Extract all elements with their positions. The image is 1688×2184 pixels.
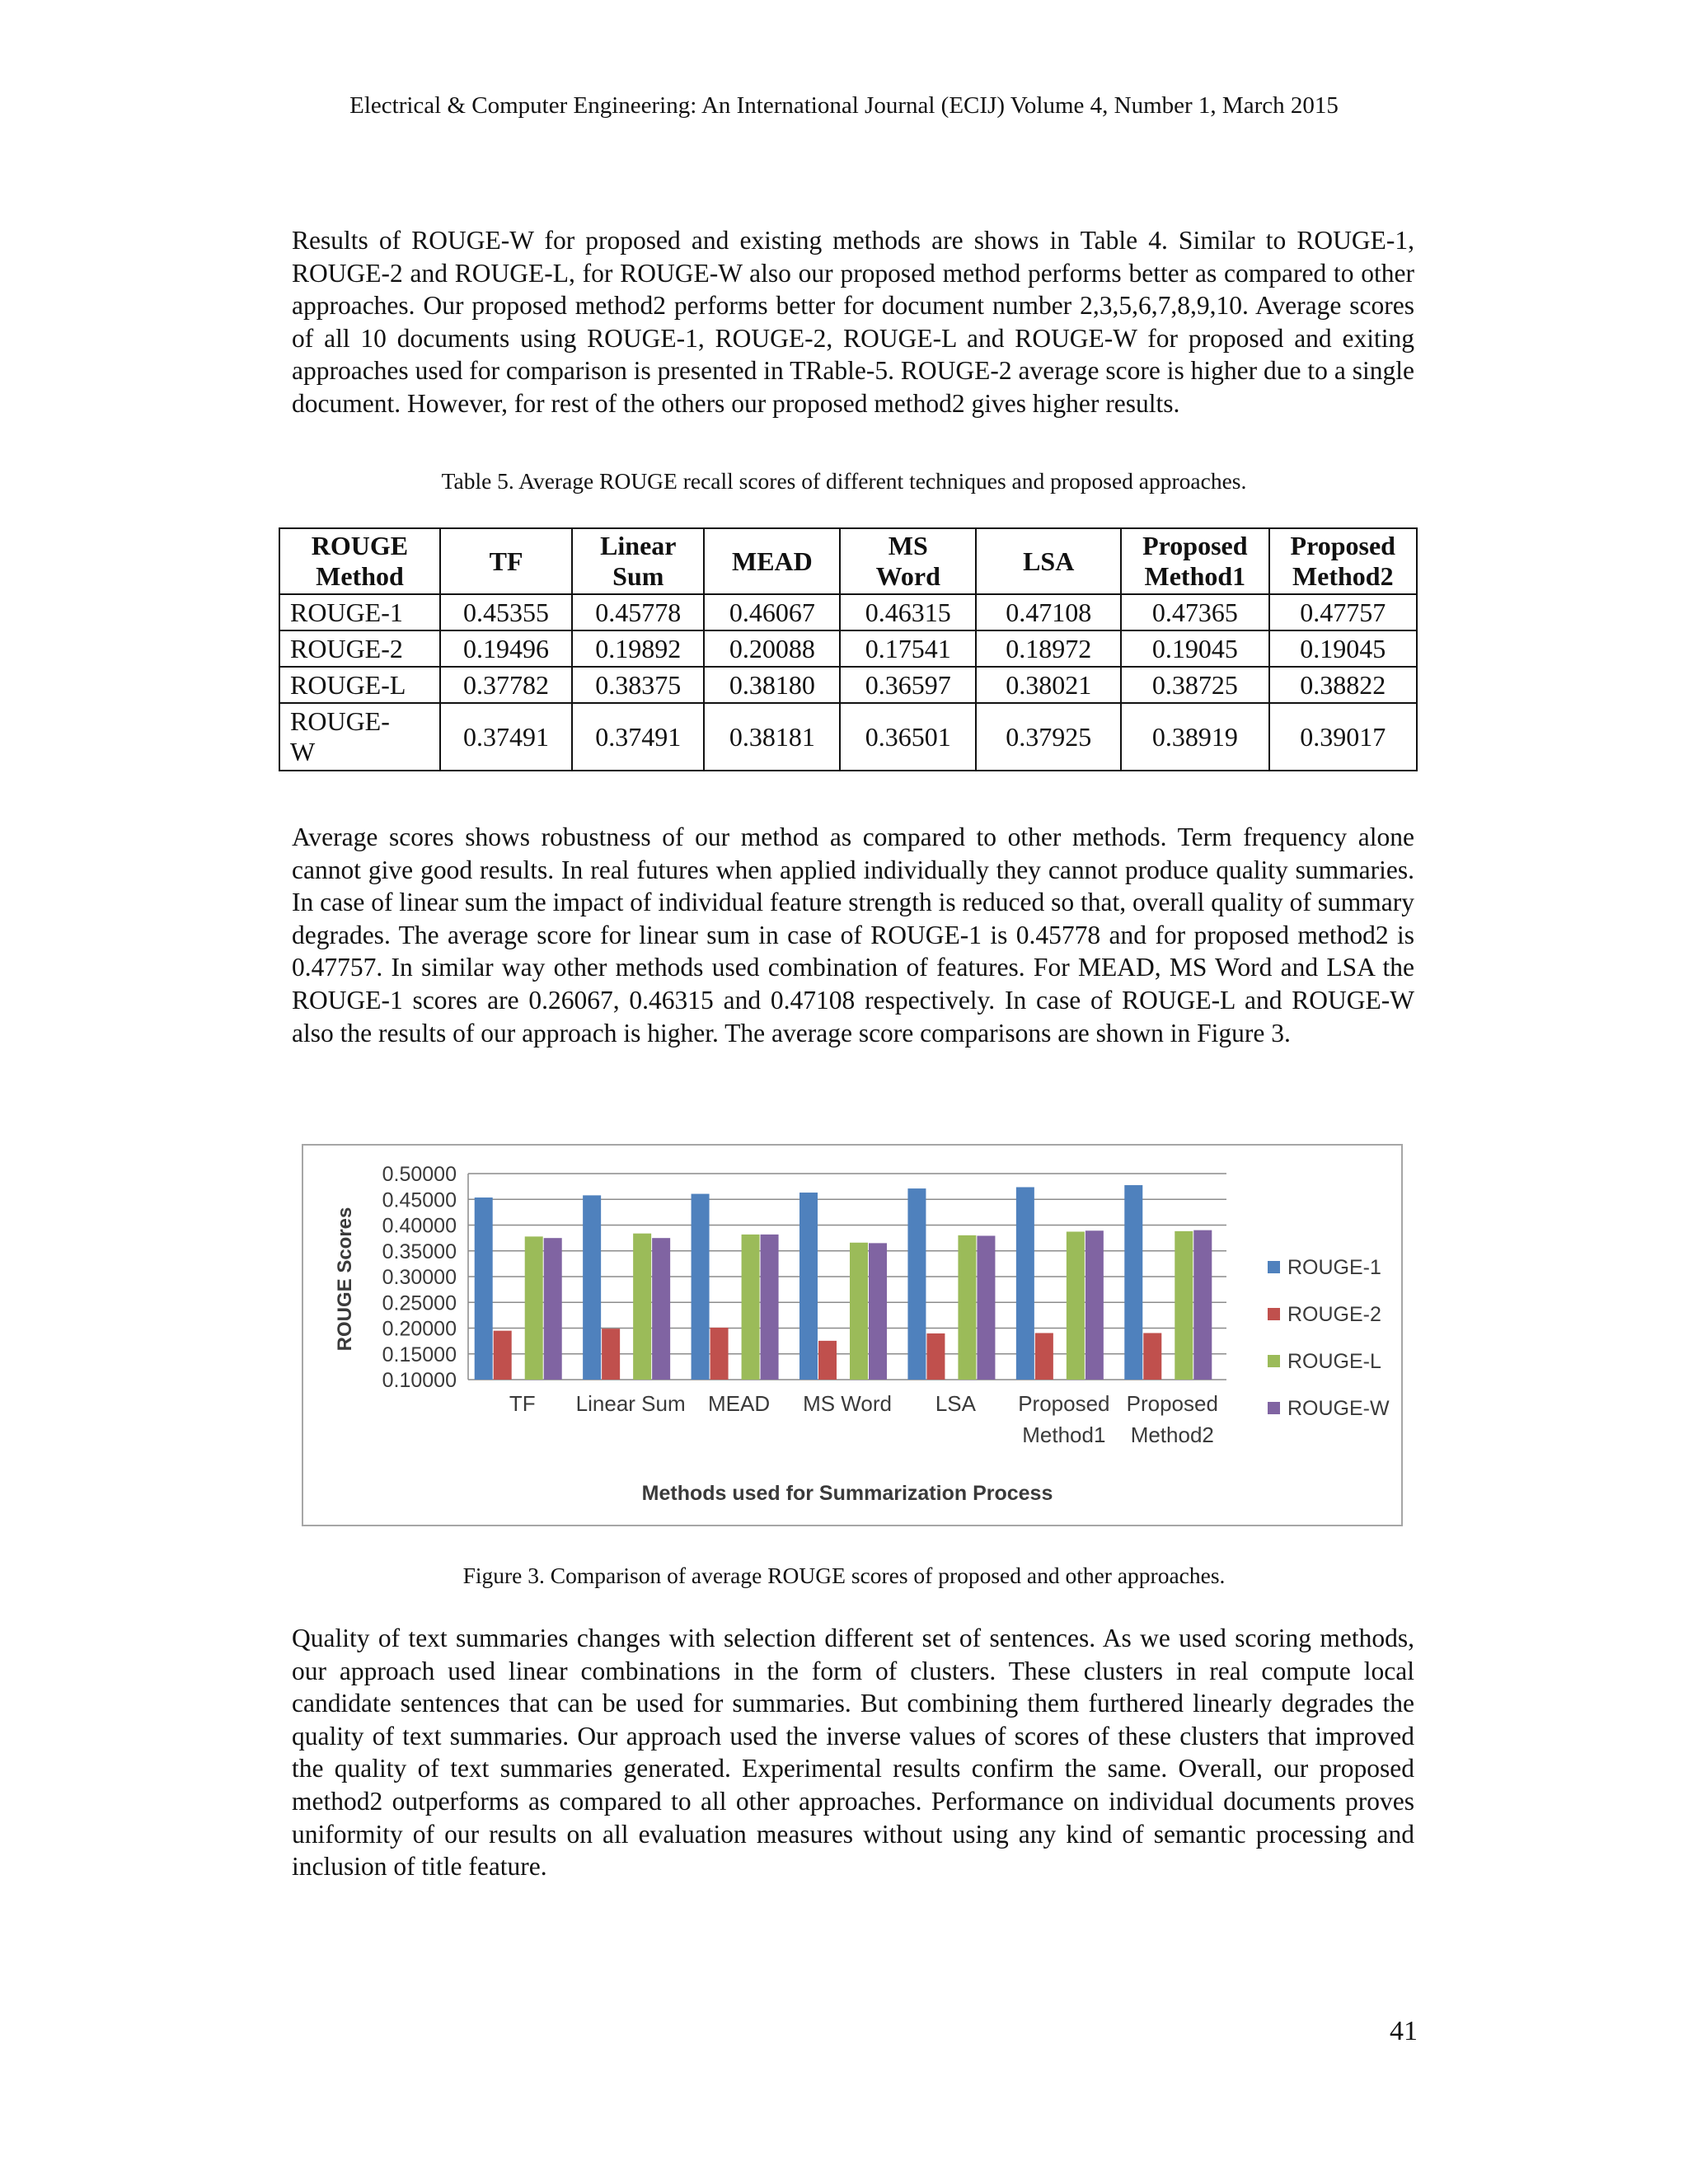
header-text: Sum <box>612 561 664 591</box>
figure-3-chart <box>302 1144 1403 1526</box>
value-cell: 0.20088 <box>704 630 840 667</box>
paragraph-text: Results of ROUGE-W for proposed and existing methods are shows in Table 4. Similar to ROUGE-1, ROUGE-2 and ROUGE-L, for ROUGE-W also our proposed method performs better as compared to other approaches. Our proposed method2 performs better for document number 2,3,5,6,7,8,9,10. Average scores of all 10 documents using ROUGE-1, ROUGE-2, ROUGE-L and ROUGE-W for proposed and exiting approaches used for comparison is presented in TRable-5. ROUGE-2 average score is higher due to a single document. However, for rest of the others our proposed method2 gives higher results. <box>292 226 1414 418</box>
bar-rouge-w <box>1193 1230 1212 1380</box>
bar-rouge-2 <box>818 1341 837 1380</box>
bar-rouge-w <box>652 1238 670 1380</box>
bar-rouge-l <box>633 1234 651 1380</box>
row-label-text: ROUGE-1 <box>290 597 403 627</box>
paragraph-rouge-w-results <box>292 224 1414 420</box>
value-cell: 0.47108 <box>976 594 1121 630</box>
y-axis-title: ROUGE Scores <box>334 1207 356 1352</box>
table-header-cell <box>1121 528 1268 594</box>
header-text: LSA <box>1023 546 1075 576</box>
running-header: Electrical & Computer Engineering: An International Journal (ECIJ) Volume 4, Number 1, March 2015 <box>349 92 1339 119</box>
bar-rouge-l <box>742 1235 760 1380</box>
legend-label: ROUGE-1 <box>1287 1256 1381 1279</box>
value-cell: 0.38181 <box>704 703 840 771</box>
value-cell: 0.47365 <box>1121 594 1268 630</box>
x-tick-label: MEAD <box>708 1391 771 1416</box>
bar-rouge-2 <box>1143 1333 1161 1380</box>
table-row <box>279 630 1417 667</box>
bar-rouge-l <box>1175 1231 1193 1380</box>
table-header-cell <box>704 528 840 594</box>
value-cell: 0.38021 <box>976 667 1121 703</box>
value-cell: 0.19045 <box>1121 630 1268 667</box>
table-header-cell <box>440 528 572 594</box>
bar-rouge-l <box>850 1243 868 1380</box>
y-tick-label: 0.10000 <box>382 1369 457 1392</box>
paragraph-average-scores <box>292 821 1414 1049</box>
value-cell: 0.46315 <box>840 594 976 630</box>
value-cell: 0.45355 <box>440 594 572 630</box>
header-text: Proposed <box>1142 531 1248 560</box>
bar-chart <box>303 1146 1401 1525</box>
bar-rouge-1 <box>475 1197 493 1380</box>
y-tick-label: 0.35000 <box>382 1240 457 1263</box>
row-label-text: ROUGE-2 <box>290 633 403 663</box>
header-text: Proposed <box>1290 531 1395 560</box>
header-text: MEAD <box>731 546 813 576</box>
value-cell: 0.19892 <box>572 630 704 667</box>
bar-rouge-2 <box>926 1333 945 1380</box>
value-cell: 0.37491 <box>572 703 704 771</box>
value-cell: 0.37782 <box>440 667 572 703</box>
bar-rouge-w <box>544 1238 562 1380</box>
header-text: TF <box>489 546 523 576</box>
y-tick-label: 0.45000 <box>382 1188 457 1212</box>
header-text: Method <box>316 561 404 591</box>
row-label-text: ROUGE-L <box>290 669 406 700</box>
table-header-cell <box>279 528 440 594</box>
table-body <box>279 594 1417 771</box>
value-cell: 0.18972 <box>976 630 1121 667</box>
bar-rouge-w <box>1085 1230 1104 1380</box>
table-row <box>279 703 1417 771</box>
bar-rouge-1 <box>799 1193 818 1380</box>
page-number: 41 <box>1390 2016 1418 2046</box>
rouge-scores-table <box>279 527 1418 771</box>
value-cell: 0.38180 <box>704 667 840 703</box>
bar-rouge-1 <box>1124 1185 1142 1380</box>
header-text: Method1 <box>1144 561 1246 591</box>
legend-label: ROUGE-2 <box>1287 1303 1381 1326</box>
table-header-cell <box>1269 528 1417 594</box>
table-header-cell <box>572 528 704 594</box>
y-tick-label: 0.30000 <box>382 1266 457 1289</box>
bar-rouge-1 <box>692 1194 710 1380</box>
x-tick-label: Method2 <box>1130 1422 1214 1447</box>
value-cell: 0.37491 <box>440 703 572 771</box>
legend-swatch <box>1268 1261 1280 1273</box>
table-row <box>279 594 1417 630</box>
value-cell: 0.47757 <box>1269 594 1417 630</box>
header-text: Method2 <box>1292 561 1394 591</box>
paragraph-text: Average scores shows robustness of our method as compared to other methods. Term frequency alone cannot give good results. In real futures when applied individually they cannot produce quality summaries. In case of linear sum the impact of individual feature strength is reduced so that, overall quality of summary degrades. The average score for linear sum in case of ROUGE-1 is 0.45778 and for proposed method2 is 0.47757. In similar way other methods used combination of features. For MEAD, MS Word and LSA the ROUGE-1 scores are 0.26067, 0.46315 and 0.47108 respectively. In case of ROUGE-L and ROUGE-W also the results of our approach is higher. The average score comparisons are shown in Figure 3. <box>292 823 1414 1047</box>
row-label-cell <box>279 667 440 703</box>
value-cell: 0.19496 <box>440 630 572 667</box>
bar-rouge-l <box>958 1235 976 1380</box>
x-tick-label: Proposed <box>1126 1391 1218 1416</box>
bar-rouge-2 <box>1035 1333 1053 1380</box>
legend-swatch <box>1268 1308 1280 1320</box>
row-label-cell <box>279 594 440 630</box>
legend-swatch <box>1268 1402 1280 1414</box>
paragraph-text: Quality of text summaries changes with selection different set of sentences. As we used scoring methods, our approach used linear combinations in the form of clusters. These clusters in real compute local candidate sentences that can be used for summaries. But combining them furthered linearly degrades the quality of text summaries. Our approach used the inverse values of scores of these clusters that improved the quality of text summaries generated. Experimental results confirm the same. Overall, our proposed method2 outperforms as compared to all other approaches. Performance on individual documents proves uniformity of our results on all evaluation measures without using any kind of semantic processing and inclusion of title feature. <box>292 1624 1414 1882</box>
y-tick-label: 0.50000 <box>382 1163 457 1186</box>
y-tick-label: 0.15000 <box>382 1343 457 1366</box>
value-cell: 0.39017 <box>1269 703 1417 771</box>
x-tick-label: MS Word <box>803 1391 892 1416</box>
header-text: ROUGE <box>311 531 409 560</box>
value-cell: 0.46067 <box>704 594 840 630</box>
value-cell: 0.38725 <box>1121 667 1268 703</box>
bar-rouge-w <box>869 1243 887 1380</box>
bar-rouge-w <box>977 1235 995 1380</box>
bar-rouge-2 <box>602 1329 620 1380</box>
bar-rouge-1 <box>907 1188 926 1380</box>
legend-label: ROUGE-W <box>1287 1397 1390 1420</box>
bar-rouge-l <box>1067 1231 1085 1380</box>
legend-label: ROUGE-L <box>1287 1350 1381 1373</box>
row-label-text: W <box>290 737 316 766</box>
bar-rouge-w <box>761 1235 779 1380</box>
bar-rouge-1 <box>583 1195 601 1380</box>
x-tick-label: Method1 <box>1022 1422 1106 1447</box>
value-cell: 0.45778 <box>572 594 704 630</box>
x-tick-label: Proposed <box>1018 1391 1110 1416</box>
value-cell: 0.17541 <box>840 630 976 667</box>
header-text: Word <box>875 561 940 591</box>
row-label-text: ROUGE- <box>290 706 390 736</box>
bar-rouge-2 <box>710 1328 729 1380</box>
header-text: MS <box>888 531 928 560</box>
x-tick-label: Linear Sum <box>575 1391 686 1416</box>
header-text: Linear <box>600 531 677 560</box>
table-header-row <box>279 528 1417 594</box>
paragraph-conclusion <box>292 1622 1414 1883</box>
value-cell: 0.19045 <box>1269 630 1417 667</box>
x-tick-label: TF <box>509 1391 536 1416</box>
bar-rouge-l <box>525 1236 543 1380</box>
row-label-cell <box>279 630 440 667</box>
x-tick-label: LSA <box>935 1391 977 1416</box>
value-cell: 0.38919 <box>1121 703 1268 771</box>
table-caption: Table 5. Average ROUGE recall scores of different techniques and proposed approaches. <box>441 468 1247 494</box>
figure-caption: Figure 3. Comparison of average ROUGE scores of proposed and other approaches. <box>462 1563 1226 1588</box>
row-label-cell <box>279 703 440 771</box>
value-cell: 0.36501 <box>840 703 976 771</box>
value-cell: 0.36597 <box>840 667 976 703</box>
legend-swatch <box>1268 1355 1280 1367</box>
y-tick-label: 0.25000 <box>382 1291 457 1315</box>
value-cell: 0.38375 <box>572 667 704 703</box>
table-header-cell <box>976 528 1121 594</box>
x-axis-title: Methods used for Summarization Process <box>641 1482 1053 1505</box>
value-cell: 0.38822 <box>1269 667 1417 703</box>
y-tick-label: 0.40000 <box>382 1214 457 1238</box>
bar-rouge-1 <box>1016 1187 1034 1380</box>
y-tick-label: 0.20000 <box>382 1317 457 1341</box>
value-cell: 0.37925 <box>976 703 1121 771</box>
table-header-cell <box>840 528 976 594</box>
bar-rouge-2 <box>494 1331 512 1380</box>
table-row <box>279 667 1417 703</box>
